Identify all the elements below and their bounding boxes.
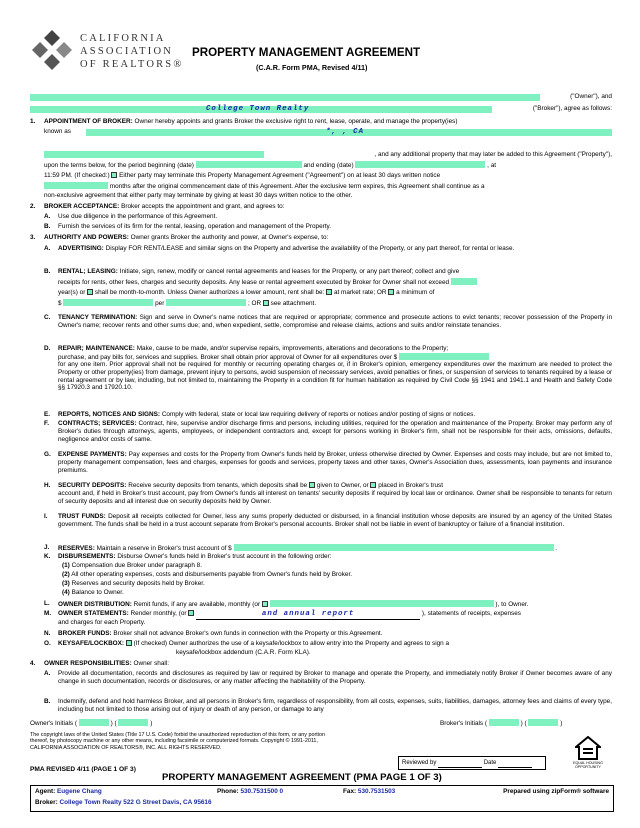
agent-line bbox=[35, 788, 102, 796]
s1-line5 bbox=[44, 182, 612, 191]
initials-end: ) bbox=[560, 720, 563, 727]
item-letter: A. bbox=[44, 213, 51, 220]
s1-line1 bbox=[44, 118, 612, 126]
s3-l-head: OWNER DISTRIBUTION: bbox=[58, 601, 132, 608]
item-letter: K. bbox=[44, 553, 51, 560]
item-letter: N. bbox=[44, 630, 51, 637]
s3-a-head: ADVERTISING: bbox=[58, 245, 104, 252]
s3-k1-text: Compensation due Broker under paragraph 8. bbox=[71, 562, 202, 569]
rent-period-field[interactable] bbox=[166, 299, 246, 306]
s3-b2 bbox=[58, 278, 612, 287]
s3-o-head: KEYSAFE/LOCKBOX: bbox=[58, 640, 125, 647]
s3-k-text: Disburse Owner's funds held in Broker's trust account in the following order: bbox=[117, 553, 332, 560]
s1-head: APPOINTMENT OF BROKER: bbox=[44, 118, 133, 125]
s2-text: Broker accepts the appointment and grant, and agrees to: bbox=[121, 203, 285, 210]
item-letter: D. bbox=[44, 345, 51, 352]
s3-h-head: SECURITY DEPOSITS: bbox=[58, 482, 127, 489]
reviewed-date-field[interactable] bbox=[498, 760, 532, 768]
s3-b-text4b: per bbox=[155, 300, 165, 307]
s3-h-text1b: given to Owner, or bbox=[316, 482, 369, 489]
logo-line: CALIFORNIA bbox=[80, 33, 166, 44]
s3-k4 bbox=[62, 589, 612, 597]
section-number: 3. bbox=[30, 234, 36, 241]
broker-line bbox=[35, 799, 212, 807]
s3-n bbox=[58, 630, 612, 638]
item-letter: B. bbox=[44, 698, 51, 705]
s3-c bbox=[58, 314, 612, 330]
equal-housing-logo bbox=[570, 736, 606, 772]
s3-m-tail: ), statements of receipts, expenses bbox=[421, 610, 521, 617]
item-letter: E. bbox=[44, 411, 51, 418]
see-attachment-checkbox[interactable] bbox=[263, 300, 269, 306]
phone-line bbox=[217, 788, 283, 796]
broker-initials-field-2[interactable] bbox=[528, 719, 558, 726]
reviewed-box bbox=[398, 756, 546, 770]
s3-g-head: EXPENSE PAYMENTS: bbox=[58, 451, 127, 458]
owner-initials-label: Owner's Initials ( bbox=[30, 720, 78, 727]
s3-f bbox=[58, 420, 612, 443]
fax-line bbox=[343, 788, 395, 796]
s4-a-text: Provide all documentation, records and disclosures as required by law or required by Broker to manage and operate the Property, and immediately notify Broker if Owner becomes aware of any change in such documentation, records or disclosures, or any matter affecting the habitability of the Property. bbox=[58, 670, 612, 685]
s3-b1 bbox=[58, 268, 612, 276]
market-rate-checkbox[interactable] bbox=[326, 289, 332, 295]
s3-o-text2: keysafe/lockbox addendum (C.A.R. Form KLA). bbox=[176, 649, 311, 656]
s3-n-head: BROKER FUNDS: bbox=[58, 630, 112, 637]
s3-k1 bbox=[62, 562, 612, 570]
s3-b-text1: Initiate, sign, renew, modify or cancel rental agreements and leases for the Property, or any part thereof; collect and give bbox=[119, 268, 460, 275]
initials-sep: ) ( bbox=[110, 720, 117, 727]
broker-name-value: College Town Realty bbox=[206, 105, 310, 113]
broker-initials-label: Broker's Initials ( bbox=[440, 720, 488, 727]
owner-initials-field-2[interactable] bbox=[118, 719, 148, 726]
statements-checkbox[interactable] bbox=[188, 610, 194, 616]
phone-value: 530.7531500 0 bbox=[240, 788, 284, 795]
s4-b-text: Indemnify, defend and hold harmless Broker, and all persons in Broker's firm, regardless of responsibility, from all costs, expenses, suits, liabilities, damages, attorney fees and claims of every type, including but not limited to those arising out of injury or death of any person, or damage to any bbox=[58, 698, 612, 713]
s3-a-text: Display FOR RENT/LEASE and similar signs on the Property and advertise the availability of the Property, or any part thereof, for rental or lease. bbox=[105, 245, 515, 252]
item-letter: A. bbox=[44, 245, 51, 252]
item-letter: B. bbox=[44, 223, 51, 230]
s1-period bbox=[44, 161, 612, 170]
s1-line4b: Either party may terminate this Property Management Agreement ("Agreement") on at least 30 days written notice bbox=[119, 172, 441, 179]
s4-head: OWNER RESPONSIBILITIES: bbox=[44, 660, 132, 667]
item-letter: A. bbox=[44, 670, 51, 677]
item-letter: G. bbox=[44, 451, 51, 458]
s3-l bbox=[58, 600, 612, 609]
s3-m-text: Render monthly, (or bbox=[130, 610, 187, 617]
broker-label: Broker: bbox=[35, 799, 58, 806]
s3-h1 bbox=[58, 482, 612, 490]
s3-e-head: REPORTS, NOTICES AND SIGNS: bbox=[58, 411, 161, 418]
s3-h-text2: account and, if held in Broker's trust account, pay from Owner's funds all interest on tenants' security deposits if required by local law or ordinance. Owner shall be responsible to tenants for return of security deposits and all interest due on security deposits held by Owner. bbox=[58, 490, 612, 505]
footer-title: PROPERTY MANAGEMENT AGREEMENT (PMA PAGE 1 OF 3) bbox=[162, 772, 442, 783]
s3-j: RESERVES: Maintain a reserve in Broker's trust account of $ . bbox=[58, 545, 558, 552]
s1-line5-text: months after the original commencement date of this Agreement. After the exclusive term expires, this Agreement shall continue as a bbox=[109, 183, 485, 190]
deposits-in-trust-checkbox[interactable] bbox=[370, 482, 376, 488]
sub-number: (4) bbox=[62, 589, 70, 596]
s3-b3 bbox=[58, 289, 612, 297]
s3-b-text3b: shall be month-to-month. Unless Owner authorizes a lower amount, rent shall be: bbox=[94, 289, 325, 296]
s2-head: BROKER ACCEPTANCE: bbox=[44, 203, 120, 210]
s3-k2 bbox=[62, 571, 612, 579]
s1-line4 bbox=[44, 172, 612, 180]
deposits-to-owner-checkbox[interactable] bbox=[309, 482, 315, 488]
s1-text: Owner hereby appoints and grants Broker the exclusive right to rent, lease, operate, and manage the property(ies) bbox=[134, 118, 458, 125]
s3-k4-text: Balance to Owner. bbox=[71, 589, 124, 596]
months-field[interactable] bbox=[44, 182, 108, 189]
s3-k3-text: Reserves and security deposits held by Broker. bbox=[71, 580, 205, 587]
item-letter: C. bbox=[44, 314, 51, 321]
early-termination-checkbox[interactable] bbox=[111, 172, 117, 178]
distribution-field[interactable] bbox=[270, 600, 494, 607]
s3-f-text: Contract, hire, supervise and/or discharge firms and persons, including utilities, required for the operation and maintenance of the Property. Broker may perform any of Broker's duties through attorneys, agents, employees, or independent contractors and, except for persons working in Broker's firm, shall not be responsible for their acts, omissions, defaults, negligence and/or costs of same. bbox=[58, 420, 612, 443]
s3-b-text4d: see attachment. bbox=[270, 300, 317, 307]
eho-line: EQUAL HOUSING bbox=[573, 761, 603, 765]
s2-b: Furnish the services of its firm for the rental, leasing, operation and management of the Property. bbox=[58, 223, 332, 230]
end-date-field[interactable] bbox=[355, 161, 485, 168]
s3-m-text2: and charges for each Property. bbox=[58, 619, 146, 626]
month-to-month-checkbox[interactable] bbox=[87, 289, 93, 295]
s3-b-text3d: a minimum of bbox=[396, 289, 435, 296]
reserve-amount-field[interactable] bbox=[234, 544, 554, 551]
equal-housing-icon bbox=[575, 736, 601, 760]
s3-k-head: DISBURSEMENTS: bbox=[58, 553, 116, 560]
s3-b-text3a: year(s) or bbox=[58, 289, 86, 296]
s1-additional: , and any additional property that may later be added to this Agreement ("Property"), bbox=[374, 151, 612, 158]
s3-k3 bbox=[62, 580, 612, 588]
s3-k bbox=[58, 553, 612, 561]
s3-k2-text: All other operating expenses, costs and disbursements payable from Owner's funds held by Broker. bbox=[71, 571, 353, 578]
minimum-rent-field[interactable] bbox=[63, 299, 153, 306]
section-number: 2. bbox=[30, 203, 36, 210]
item-letter: O. bbox=[44, 640, 51, 647]
s3-m-head: OWNER STATEMENTS: bbox=[58, 610, 129, 617]
broker-initials bbox=[440, 719, 612, 728]
keysafe-checkbox[interactable] bbox=[126, 640, 132, 646]
logo-text bbox=[80, 32, 184, 71]
broker-tail: ("Broker"), agree as follows: bbox=[532, 105, 612, 112]
s3-a bbox=[58, 245, 612, 253]
distribution-checkbox[interactable] bbox=[262, 601, 268, 607]
copyright-notice: The copyright laws of the United States (Title 17 U.S. Code) forbid the unauthorized reproduction of this form, or any portion thereof, by photocopy machine or any other means, including facsimile or computerized formats. Copyright © 1991-2011, CALIFORNIA ASSOCIATION OF REALTORS®, INC. ALL RIGHTS RESERVED. bbox=[30, 732, 325, 751]
s3-e bbox=[58, 411, 612, 419]
s3-d-text1: Make, cause to be made, and/or supervise repairs, improvements, alterations and decorations to the Property; bbox=[136, 345, 449, 352]
lease-term-field[interactable] bbox=[451, 278, 477, 285]
s3-i bbox=[58, 513, 612, 529]
s3-h-text1c: placed in Broker's trust bbox=[378, 482, 444, 489]
s3-d-text2: purchase, and pay bills for, services and supplies. Broker shall obtain prior approval of Owner for all expenditures over $ bbox=[58, 354, 398, 361]
s3-line bbox=[44, 234, 612, 242]
property-line2-field[interactable] bbox=[44, 151, 264, 158]
s3-b-head: RENTAL; LEASING: bbox=[58, 268, 118, 275]
car-logo bbox=[30, 28, 190, 84]
s3-e-text: Comply with federal, state or local law requiring delivery of reports or notices and/or posting of signs or notices. bbox=[161, 411, 476, 418]
logo-line: OF REALTORS® bbox=[80, 59, 184, 70]
reviewed-date-label: Date bbox=[483, 760, 497, 766]
s3-d1 bbox=[58, 345, 612, 353]
section-number: 4. bbox=[30, 660, 36, 667]
page-title: PROPERTY MANAGEMENT AGREEMENT bbox=[192, 46, 421, 59]
s3-b4 bbox=[58, 299, 612, 308]
agent-label: Agent: bbox=[35, 788, 56, 795]
s3-o bbox=[58, 640, 612, 648]
form-subtitle: (C.A.R. Form PMA, Revised 4/11) bbox=[256, 63, 368, 72]
agent-name: Eugene Chang bbox=[57, 788, 102, 795]
sub-number: (2) bbox=[62, 571, 70, 578]
s3-h-text1: Receive security deposits from tenants, which deposits shall be bbox=[128, 482, 308, 489]
s3-l-text: Remit funds, if any are available, monthly (or bbox=[133, 601, 261, 608]
period-end-label: and ending (date) bbox=[303, 162, 354, 169]
known-as-label: known as bbox=[44, 128, 71, 135]
minimum-rent-checkbox[interactable] bbox=[388, 289, 394, 295]
s3-o-text: (If checked) Owner authorizes the use of a keysafe/lockbox to allow entry into the Property and agrees to sign a bbox=[133, 640, 450, 647]
footer-info-box bbox=[30, 785, 614, 812]
item-letter: L. bbox=[44, 600, 50, 607]
s3-j-head: RESERVES: bbox=[58, 545, 95, 552]
s3-c-head: TENANCY TERMINATION: bbox=[58, 314, 138, 321]
period-begin-label: upon the terms below, for the period beginning (date) bbox=[44, 162, 194, 169]
s3-b-text4c: ; OR bbox=[247, 300, 262, 307]
broker-address: College Town Realty 522 G Street Davis, CA 95616 bbox=[59, 799, 212, 806]
owner-tail: ("Owner"), and bbox=[570, 93, 612, 100]
item-letter: B. bbox=[44, 268, 51, 275]
s4-text: Owner shall: bbox=[133, 660, 170, 667]
s3-i-head: TRUST FUNDS: bbox=[58, 513, 106, 520]
s2-line bbox=[44, 203, 612, 211]
form-revision: PMA REVISED 4/11 (PAGE 1 OF 3) bbox=[30, 766, 136, 773]
statements-value: and annual report bbox=[261, 610, 355, 618]
s3-g bbox=[58, 451, 612, 474]
item-letter: M. bbox=[44, 610, 52, 617]
prepared-using: Prepared using zipForm® software bbox=[503, 788, 609, 795]
fax-label: Fax: bbox=[343, 788, 357, 795]
owner-initials-field-1[interactable] bbox=[79, 719, 109, 726]
s3-d-text3: for any one item. Prior approval shall not be required for monthly or recurring operating charges or, if in Broker's opinion, emergency expenditures over the maximum are needed to protect the Property or other property(ies) from damage, prevent injury to persons, avoid suspension of necessary services, avoid penalties or fines, or suspension of services to tenants required by a lease or rental agreement or by law, including, but not limited to, maintaining the Property in a condition fit for human habitation as required by Civil Code §§ 1941 and 1941.1 and Health and Safety Code §§ 17920.3 and 17920.10. bbox=[58, 361, 612, 392]
reviewed-label: Reviewed by bbox=[402, 760, 437, 766]
s3-i-text: Deposit all receipts collected for Owner, less any sums properly deducted or disbursed, in a financial institution whose deposits are insured by an agency of the United States government. The funds shall be held in a trust account separate from Broker's personal accounts. Broker shall not be liable in event of bankruptcy or failure of a financial institution. bbox=[58, 513, 612, 528]
s4-line bbox=[44, 660, 612, 668]
s3-b-text3c: at market rate; OR bbox=[333, 289, 387, 296]
item-letter: H. bbox=[44, 482, 51, 489]
s1-line4a: 11:59 PM. (If checked:) bbox=[44, 172, 110, 179]
s3-b-text2: receipts for rents, other fees, charges and security deposits. Any lease or rental agreement executed by Broker for Owner shall not exceed bbox=[58, 279, 450, 286]
s3-text: Owner grants Broker the authority and power, at Owner's expense, to: bbox=[130, 234, 329, 241]
item-letter: I. bbox=[44, 513, 48, 520]
initials-sep: ) ( bbox=[520, 720, 527, 727]
property-address-value: *, , CA bbox=[326, 128, 365, 136]
begin-date-field[interactable] bbox=[196, 161, 302, 168]
s3-head: AUTHORITY AND POWERS: bbox=[44, 234, 129, 241]
s3-j-text: Maintain a reserve in Broker's trust account of $ bbox=[96, 545, 232, 552]
sub-number: (1) bbox=[62, 562, 70, 569]
reviewed-by-field[interactable] bbox=[438, 760, 482, 768]
phone-label: Phone: bbox=[217, 788, 239, 795]
broker-initials-field-1[interactable] bbox=[489, 719, 519, 726]
s3-f-head: CONTRACTS; SERVICES: bbox=[58, 420, 137, 427]
s3-d-head: REPAIR; MAINTENANCE: bbox=[58, 345, 135, 352]
initials-end: ) bbox=[150, 720, 153, 727]
item-letter: F. bbox=[44, 420, 49, 427]
section-number: 1. bbox=[30, 118, 36, 125]
s1-line6: non-exclusive agreement that either party may terminate by giving at least 30 days written notice to the other. bbox=[44, 192, 353, 199]
car-logo-icon bbox=[30, 28, 74, 72]
s3-c-text: Sign and serve in Owner's name notices that are required or appropriate; commence and prosecute actions to evict tenants; recover possession of the Property in Owner's name; recover rents and other sums due; and, when expedient, settle, compromise and release claims, actions and suits and/or reinstate tenancies. bbox=[58, 314, 612, 329]
period-tail: , at bbox=[487, 162, 497, 169]
s2-a: Use due diligence in the performance of this Agreement. bbox=[58, 213, 218, 220]
s3-l-tail: ), to Owner. bbox=[495, 601, 529, 608]
max-expenditure-field[interactable] bbox=[399, 353, 489, 360]
s3-g-text: Pay expenses and costs for the Property from Owner's funds held by Broker, unless otherwise directed by Owner. Expenses and costs may include, but are not limited to, property management compensation, fees and charges, expenses for goods and services, property taxes and other taxes, Owner's Association dues, assessments, loan payments and insurance premiums. bbox=[58, 451, 612, 474]
sub-number: (3) bbox=[62, 580, 70, 587]
logo-line: ASSOCIATION bbox=[80, 46, 174, 57]
item-letter: J. bbox=[44, 544, 50, 551]
s3-b-text4a: $ bbox=[58, 300, 62, 307]
eho-line: OPPORTUNITY bbox=[575, 765, 601, 769]
s3-n-text: Broker shall not advance Broker's own funds in connection with the Property or this Agreement. bbox=[113, 630, 383, 637]
fax-value: 530.7531503 bbox=[357, 788, 396, 795]
